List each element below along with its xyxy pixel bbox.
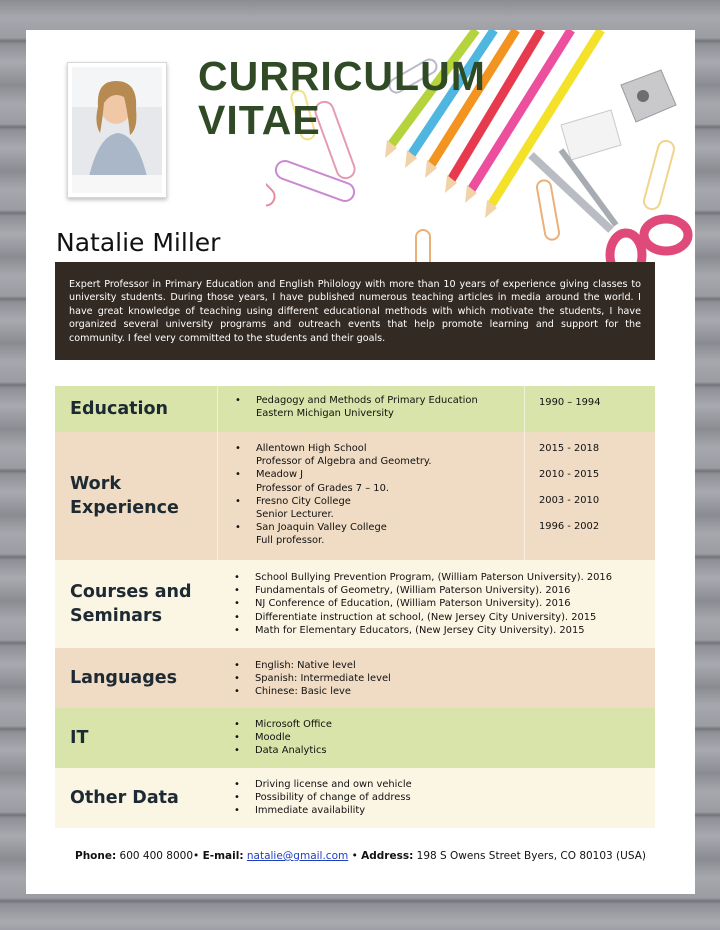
list-item: • Chinese: Basic leve	[217, 685, 655, 698]
work-experience-heading	[55, 432, 217, 560]
courses-body	[217, 560, 655, 648]
courses-heading-line-2: Seminars	[70, 606, 163, 626]
work-role: Professor of Grades 7 – 10.	[256, 482, 389, 494]
work-experience-body	[217, 432, 655, 560]
work-employer: • San Joaquin Valley College	[256, 522, 387, 534]
education-section	[55, 386, 655, 432]
address-label: Address:	[361, 850, 414, 862]
list-item: • Possibility of change of address	[217, 791, 655, 804]
phone-value: 600 400 8000	[119, 850, 194, 862]
work-employer: • Fresno City College	[256, 495, 351, 507]
title-line-2: VITAE	[198, 97, 321, 143]
date-label: 1996 - 2002	[539, 521, 600, 532]
candidate-name: Natalie Miller	[56, 228, 221, 257]
work-heading-line-1: Work	[70, 474, 121, 494]
list-item: • Moodle	[217, 731, 655, 744]
list-item: • Fundamentals of Geometry, (William Paterson University). 2016	[217, 584, 655, 597]
eraser-decoration	[561, 110, 621, 160]
courses-section	[55, 560, 655, 648]
courses-list	[217, 560, 655, 637]
education-degree: • Pedagogy and Methods of Primary Education	[256, 395, 478, 406]
email-link[interactable]: natalie@gmail.com	[246, 850, 349, 862]
scissors-decoration	[531, 150, 688, 277]
education-heading: Education	[70, 399, 168, 419]
date-label: 2003 - 2010	[539, 495, 600, 506]
list-item: • Driving license and own vehicle	[217, 778, 655, 791]
work-role: Professor of Algebra and Geometry.	[256, 456, 432, 468]
list-item: • School Bullying Prevention Program, (William Paterson University). 2016	[217, 571, 655, 584]
portrait-photo	[67, 62, 167, 198]
date-label: 2015 - 2018	[539, 443, 600, 454]
work-employer: • Meadow J	[256, 469, 304, 481]
other-data-list	[217, 768, 655, 818]
contact-line: Phone: 600 400 8000• E-mail: natalie@gmail.com • Address: 198 S Owens Street Byers, CO 80103 (USA)	[75, 850, 646, 862]
languages-body	[217, 648, 655, 708]
phone-label: Phone:	[75, 850, 117, 862]
list-item: • English: Native level	[217, 659, 655, 672]
work-role: Senior Lecturer.	[256, 509, 334, 521]
work-experience-section	[55, 432, 655, 560]
courses-heading-line-1: Courses and	[70, 582, 192, 602]
list-item: • Immediate availability	[217, 804, 655, 817]
email-label: E-mail:	[202, 850, 244, 862]
education-school: Eastern Michigan University	[256, 408, 394, 420]
other-data-section	[55, 768, 655, 828]
cv-title	[198, 54, 486, 142]
list-item: • Data Analytics	[217, 744, 655, 757]
address-value: 198 S Owens Street Byers, CO 80103 (USA)	[416, 850, 646, 862]
it-section	[55, 708, 655, 768]
list-item: • Microsoft Office	[217, 718, 655, 731]
languages-list	[217, 648, 655, 699]
date-label: 1990 – 1994	[539, 397, 601, 408]
courses-heading	[55, 560, 217, 648]
list-item: • Math for Elementary Educators, (New Jersey City University). 2015	[217, 624, 655, 637]
title-line-1: CURRICULUM	[198, 53, 486, 99]
languages-section	[55, 648, 655, 708]
work-heading-line-2: Experience	[70, 498, 179, 518]
cv-page	[26, 30, 695, 894]
education-body	[217, 386, 655, 432]
cv-sections	[55, 386, 655, 828]
education-dates	[524, 386, 659, 432]
work-dates	[524, 432, 659, 560]
list-item: • NJ Conference of Education, (William Paterson University). 2016	[217, 597, 655, 610]
it-body	[217, 708, 655, 768]
date-label: 2010 - 2015	[539, 469, 600, 480]
profile-summary: Expert Professor in Primary Education and English Philology with more than 10 years of experience giving classes to university students. During those years, I have published numerous teaching articles in media around the world. I have great knowledge of teaching using different educational methods with which motivate the students, I have organized several university programs and outreach events that help promote learning and support for the community. I feel very committed to the students and their goals.	[55, 262, 655, 360]
it-list	[217, 708, 655, 758]
work-role: Full professor.	[256, 535, 325, 547]
it-heading: IT	[70, 728, 89, 748]
pencil-sharpener-decoration	[621, 70, 676, 122]
list-item: • Spanish: Intermediate level	[217, 672, 655, 685]
list-item: • Differentiate instruction at school, (New Jersey City University). 2015	[217, 611, 655, 624]
other-data-heading: Other Data	[70, 788, 179, 808]
languages-heading: Languages	[70, 668, 178, 688]
other-data-body	[217, 768, 655, 828]
work-employer: • Allentown High School	[256, 443, 367, 454]
